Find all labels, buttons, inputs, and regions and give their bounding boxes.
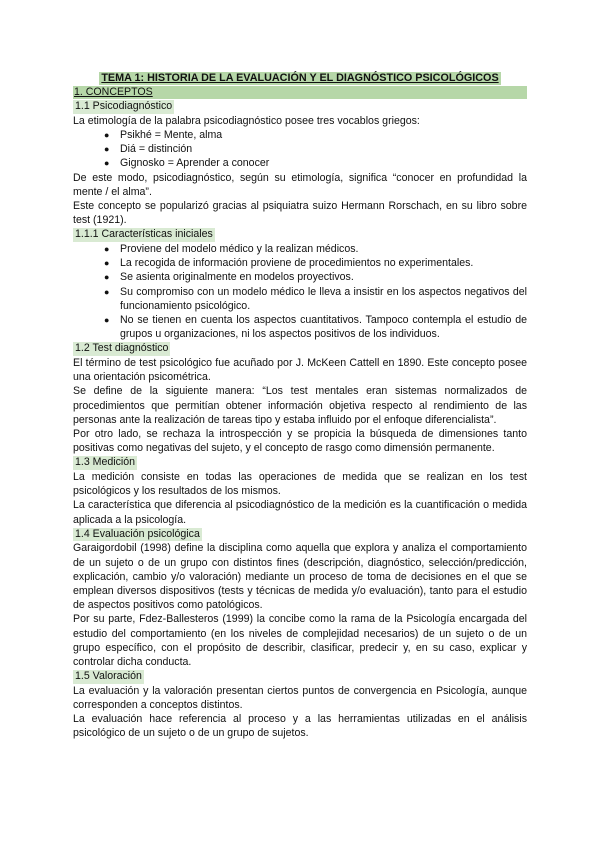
paragraph: La evaluación y la valoración presentan ciertos puntos de convergencia en Psicología, aunque corresponden a conceptos distintos. [73, 684, 527, 712]
bullet-list [73, 242, 527, 341]
subsection-heading-evaluacion-psicologica: 1.4 Evaluación psicológica [75, 527, 200, 540]
bullet-dot-icon: ● [104, 244, 110, 255]
list-item [104, 142, 527, 156]
bullet-list [73, 128, 527, 171]
paragraph: De este modo, psicodiagnóstico, según su etimología, significa “conocer en profundidad la mente / el alma”. [73, 171, 527, 198]
list-item [104, 156, 527, 170]
bullet-dot-icon: ● [104, 272, 110, 283]
list-item [104, 313, 527, 341]
list-item [104, 242, 527, 256]
list-item [104, 128, 527, 142]
document-title: TEMA 1: HISTORIA DE LA EVALUACIÓN Y EL DIAGNÓSTICO PSICOLÓGICOS [101, 72, 499, 84]
bullet-dot-icon: ● [104, 286, 110, 297]
paragraph: La medición consiste en todas las operaciones de medida que se realizan en los test psicológicos y los resultados de los mismos. [73, 471, 527, 498]
subsection-heading-caracteristicas: 1.1.1 Características iniciales [75, 228, 213, 241]
list-item-text: No se tienen en cuenta los aspectos cuantitativos. Tampoco contempla el estudio de grupos u organizaciones, ni los aspectos positivos de los individuos. [120, 314, 527, 341]
paragraph: Por su parte, Fdez-Ballesteros (1999) la concibe como la rama de la Psicología encargada del estudio del comportamiento (en los niveles de complejidad necesarios) de un sujeto o de un grupo específico, con el propósito de describir, clasificar, predecir y, en su caso, explicar y controlar dicha conducta. [73, 613, 527, 669]
subsection-heading-test-diagnostico: 1.2 Test diagnóstico [75, 342, 169, 355]
subsection-heading-psicodiagnostico: 1.1 Psicodiagnóstico [75, 100, 173, 113]
list-item-text: Psikhé = Mente, alma [120, 129, 223, 141]
paragraph: El término de test psicológico fue acuñado por J. McKeen Cattell en 1890. Este concepto posee una orientación psicométrica. [73, 357, 527, 384]
paragraph: Se define de la siguiente manera: “Los test mentales eran sistemas normalizados de procedimientos que permitían obtener información objetiva respecto al rendimiento de las personas ante la realización de tareas tipo y estaba influido por el enfoque diferencialista”. [73, 385, 527, 426]
list-item-text: Su compromiso con un modelo médico le lleva a insistir en los aspectos negativos del funcionamiento psicológico. [120, 285, 527, 312]
bullet-dot-icon: ● [104, 315, 110, 326]
paragraph: La etimología de la palabra psicodiagnóstico posee tres vocablos griegos: [73, 114, 420, 127]
list-item-text: La recogida de información proviene de procedimientos no experimentales. [120, 257, 474, 270]
list-item [104, 270, 527, 284]
subsection-heading-medicion: 1.3 Medición [75, 456, 136, 469]
paragraph: Este concepto se popularizó gracias al psiquiatra suizo Hermann Rorschach, en su libro sobre test (1921). [73, 200, 527, 227]
bullet-dot-icon: ● [104, 158, 110, 169]
list-item-text: Gignosko = Aprender a conocer [120, 157, 270, 170]
list-item-text: Proviene del modelo médico y la realizan médicos. [120, 243, 359, 256]
list-item-text: Diá = distinción [120, 143, 193, 156]
subsection-heading-valoracion: 1.5 Valoración [75, 670, 142, 683]
bullet-dot-icon: ● [104, 130, 110, 140]
section-heading-conceptos: 1. CONCEPTOS [73, 86, 527, 99]
paragraph: Por otro lado, se rechaza la introspección y se propicia la búsqueda de dimensiones tanto positivas como negativas del sujeto, y el concepto de rasgo como dimensión permanente. [73, 428, 527, 455]
bullet-dot-icon: ● [104, 144, 110, 155]
paragraph: La evaluación hace referencia al proceso y a las herramientas utilizadas en el análisis psicológico de un sujeto o de un grupo de sujetos. [73, 713, 527, 740]
list-item [104, 285, 527, 313]
bullet-dot-icon: ● [104, 258, 110, 269]
list-item-text: Se asienta originalmente en modelos proyectivos. [120, 271, 354, 284]
paragraph: La característica que diferencia al psicodiagnóstico de la medición es la cuantificación o medida aplicada a la psicología. [73, 499, 527, 526]
list-item [104, 256, 527, 270]
page-content [73, 72, 527, 741]
paragraph: Garaigordobil (1998) define la disciplina como aquella que explora y analiza el comportamiento de un sujeto o de un grupo con distintos fines (descripción, diagnóstico, selección/predicción, explicación, cambio y/o valoración) mediante un proceso de toma de decisiones en el que se emplean diversos dispositivos (tests y técnicas de medida y/o evaluación), tanto para el estudio de aspectos positivos como patológicos. [73, 542, 527, 612]
